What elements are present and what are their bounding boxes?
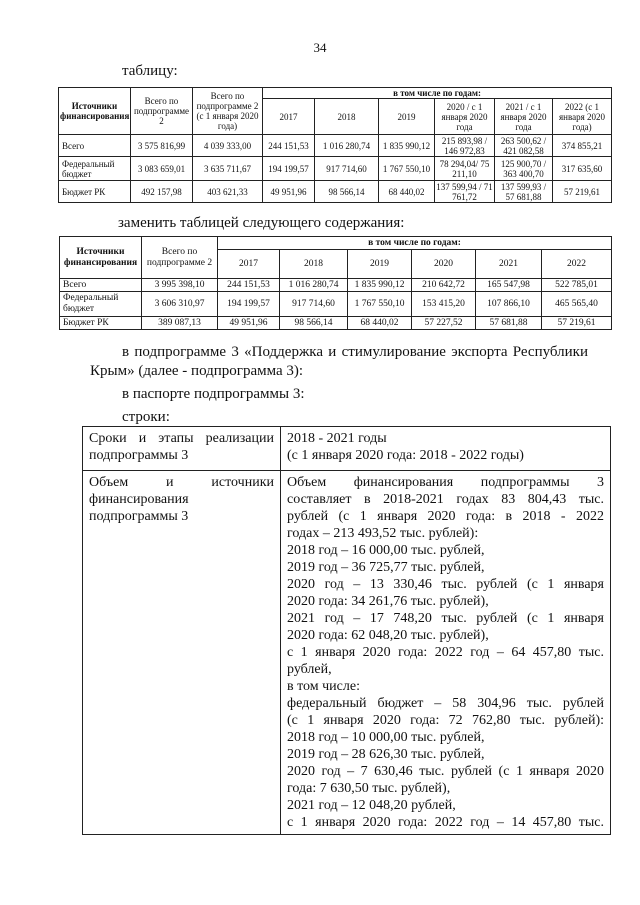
cell-total-2020: 3 635 711,67 xyxy=(193,157,263,181)
cell-2017: 49 951,96 xyxy=(218,317,280,330)
cell-2019: 68 440,02 xyxy=(379,181,435,203)
passport-table xyxy=(82,426,611,835)
header-year-2019: 2019 xyxy=(379,99,435,135)
row-source: Федеральный бюджет xyxy=(60,292,142,317)
financing-line: рублей (с 1 января 2020 года: в 2018 - 2022 xyxy=(287,509,604,524)
subprogram-paragraph xyxy=(90,343,588,381)
header-year-2019: 2019 xyxy=(348,250,412,279)
cell-total: 389 087,13 xyxy=(142,317,218,330)
cell-2018: 98 566,14 xyxy=(315,181,379,203)
header-year-2020: 2020 xyxy=(412,250,476,279)
financing-line: составляет в 2018-2021 годах 83 804,43 тыс. xyxy=(287,492,604,507)
table-row xyxy=(60,279,612,292)
header-year-2018: 2018 xyxy=(315,99,379,135)
rows-paragraph: строки: xyxy=(122,409,170,425)
cell-2019: 1 767 550,10 xyxy=(348,292,412,317)
row-source: Федеральный бюджет xyxy=(59,157,131,181)
terms-line-1: 2018 - 2021 годы xyxy=(287,431,387,446)
intro-table-text: таблицу: xyxy=(122,63,178,79)
cell-2022: 522 785,01 xyxy=(542,279,612,292)
cell-total: 492 157,98 xyxy=(131,181,193,203)
cell-2019: 1 767 550,10 xyxy=(379,157,435,181)
financing-line: годах – 213 493,52 тыс. рублей): xyxy=(287,526,479,541)
row-label-financing: Объем и источники финансирования подпрограммы 3 xyxy=(83,471,281,835)
cell-total: 3 606 310,97 xyxy=(142,292,218,317)
cell-2020: 137 599,94 / 71 761,72 xyxy=(436,181,493,202)
header-year-2021: 2021 / с 1 января 2020 года xyxy=(495,99,553,135)
cell-2021: 263 500,62 / 421 082,58 xyxy=(495,135,553,157)
cell-2020: 210 642,72 xyxy=(412,279,476,292)
cell-2021: 57 681,88 xyxy=(476,317,542,330)
cell-2019: 1 835 990,12 xyxy=(379,135,435,157)
financing-line: 2019 год – 36 725,77 тыс. рублей, xyxy=(287,560,485,575)
cell-total: 3 575 816,99 xyxy=(131,135,193,157)
header-year-2022: 2022 (с 1 января 2020 года) xyxy=(553,99,612,135)
cell-total-2020: 403 621,33 xyxy=(193,181,263,203)
cell-2017: 244 151,53 xyxy=(218,279,280,292)
header-year-2017: 2017 xyxy=(263,99,315,135)
cell-total: 3 995 398,10 xyxy=(142,279,218,292)
row-source: Всего xyxy=(60,279,142,292)
cell-2020: 215 893,98 / 146 972,83 xyxy=(435,135,495,157)
cell-total: 3 083 659,01 xyxy=(131,157,193,181)
table-row xyxy=(59,135,612,157)
header-year-2022: 2022 xyxy=(542,250,612,279)
passport-paragraph: в паспорте подпрограммы 3: xyxy=(122,386,305,402)
financing-line: (с 1 января 2020 года: 72 762,80 тыс. рублей): xyxy=(287,713,604,728)
cell-total-2020: 4 039 333,00 xyxy=(193,135,263,157)
header-by-years: в том числе по годам: xyxy=(218,237,612,250)
cell-2022: 374 855,21 xyxy=(553,135,612,157)
table-row xyxy=(59,181,612,203)
table-row xyxy=(60,292,612,317)
header-year-2020: 2020 / с 1 января 2020 года xyxy=(435,99,495,135)
row-source: Всего xyxy=(59,135,131,157)
cell-2021: 125 900,70 / 363 400,70 xyxy=(495,157,553,181)
cell-2020: 153 415,20 xyxy=(412,292,476,317)
cell-2020: 57 227,52 xyxy=(412,317,476,330)
cell-2017: 194 199,57 xyxy=(218,292,280,317)
header-year-2018: 2018 xyxy=(280,250,348,279)
row-value-terms xyxy=(281,427,611,471)
new-financing-table xyxy=(59,236,612,330)
row-value-financing xyxy=(281,471,611,835)
cell-2022: 465 565,40 xyxy=(542,292,612,317)
cell-2017: 194 199,57 xyxy=(263,157,315,181)
header-sources: Источники финансирования xyxy=(59,88,131,135)
replace-table-text: заменить таблицей следующего содержания: xyxy=(118,215,405,231)
cell-2018: 917 714,60 xyxy=(315,157,379,181)
financing-line: 2020 год – 13 330,46 тыс. рублей (с 1 января xyxy=(287,577,604,592)
cell-2017: 49 951,96 xyxy=(263,181,315,203)
financing-line: 2018 год – 16 000,00 тыс. рублей, xyxy=(287,543,485,558)
cell-2018: 1 016 280,74 xyxy=(315,135,379,157)
financing-line: 2020 года: 34 261,76 тыс. рублей), xyxy=(287,594,489,609)
cell-2020: 78 294,04/ 75 211,10 xyxy=(435,157,495,181)
row-source: Бюджет РК xyxy=(59,181,131,203)
financing-line: Объем финансирования подпрограммы 3 xyxy=(287,475,604,490)
financing-line: 2021 год – 12 048,20 рублей, xyxy=(287,798,456,813)
cell-2019: 68 440,02 xyxy=(348,317,412,330)
row-source: Бюджет РК xyxy=(60,317,142,330)
header-by-years: в том числе по годам: xyxy=(263,88,612,99)
header-sources: Источники финансирования xyxy=(60,237,142,279)
cell-2022: 317 635,60 xyxy=(553,157,612,181)
header-total-sub2: Всего по подпрограмме 2 xyxy=(142,237,218,279)
header-total-sub2-2020: Всего по подпрограмме 2 (с 1 января 2020 года) xyxy=(193,88,263,135)
cell-2017: 244 151,53 xyxy=(263,135,315,157)
subprogram-line-2: Крым» (далее - подпрограмма 3): xyxy=(90,363,304,379)
financing-line: федеральный бюджет – 58 304,96 тыс. рублей xyxy=(287,696,604,711)
row-label-terms: Сроки и этапы реализации подпрограммы 3 xyxy=(83,427,281,471)
financing-line: года: 7 630,50 тыс. рублей), xyxy=(287,781,451,796)
old-financing-table xyxy=(58,87,612,203)
financing-line: 2020 года: 62 048,20 тыс. рублей), xyxy=(287,628,489,643)
cell-2019: 1 835 990,12 xyxy=(348,279,412,292)
subprogram-line-1: в подпрограмме 3 «Поддержка и стимулирование экспорта Республики xyxy=(122,344,588,360)
header-year-2021: 2021 xyxy=(476,250,542,279)
cell-2021: 165 547,98 xyxy=(476,279,542,292)
financing-line: 2018 год – 10 000,00 тыс. рублей, xyxy=(287,730,485,745)
cell-2021: 137 599,93 / 57 681,88 xyxy=(495,181,553,203)
table-row xyxy=(60,317,612,330)
financing-line: 2019 год – 28 626,30 тыс. рублей, xyxy=(287,747,485,762)
table-row xyxy=(83,427,611,471)
cell-2018: 917 714,60 xyxy=(280,292,348,317)
cell-2022: 57 219,61 xyxy=(553,181,612,203)
cell-2018: 98 566,14 xyxy=(280,317,348,330)
header-total-sub2: Всего по подпрограмме 2 xyxy=(131,88,193,135)
cell-2021: 107 866,10 xyxy=(476,292,542,317)
financing-line: 2020 год – 7 630,46 тыс. рублей (с 1 января 2020 xyxy=(287,764,604,779)
header-year-2017: 2017 xyxy=(218,250,280,279)
cell-2018: 1 016 280,74 xyxy=(280,279,348,292)
financing-line: в том числе: xyxy=(287,679,360,694)
financing-line: с 1 января 2020 года: 2022 год – 14 457,80 тыс. xyxy=(287,815,604,830)
financing-line: с 1 января 2020 года: 2022 год – 64 457,80 тыс. xyxy=(287,645,604,660)
table-row xyxy=(59,157,612,181)
financing-line: рублей, xyxy=(287,662,332,677)
financing-line: 2021 год – 17 748,20 тыс. рублей (с 1 января xyxy=(287,611,604,626)
page-number: 34 xyxy=(313,40,327,55)
terms-line-2: (с 1 января 2020 года: 2018 - 2022 годы) xyxy=(287,448,524,463)
table-row xyxy=(83,471,611,835)
cell-2022: 57 219,61 xyxy=(542,317,612,330)
